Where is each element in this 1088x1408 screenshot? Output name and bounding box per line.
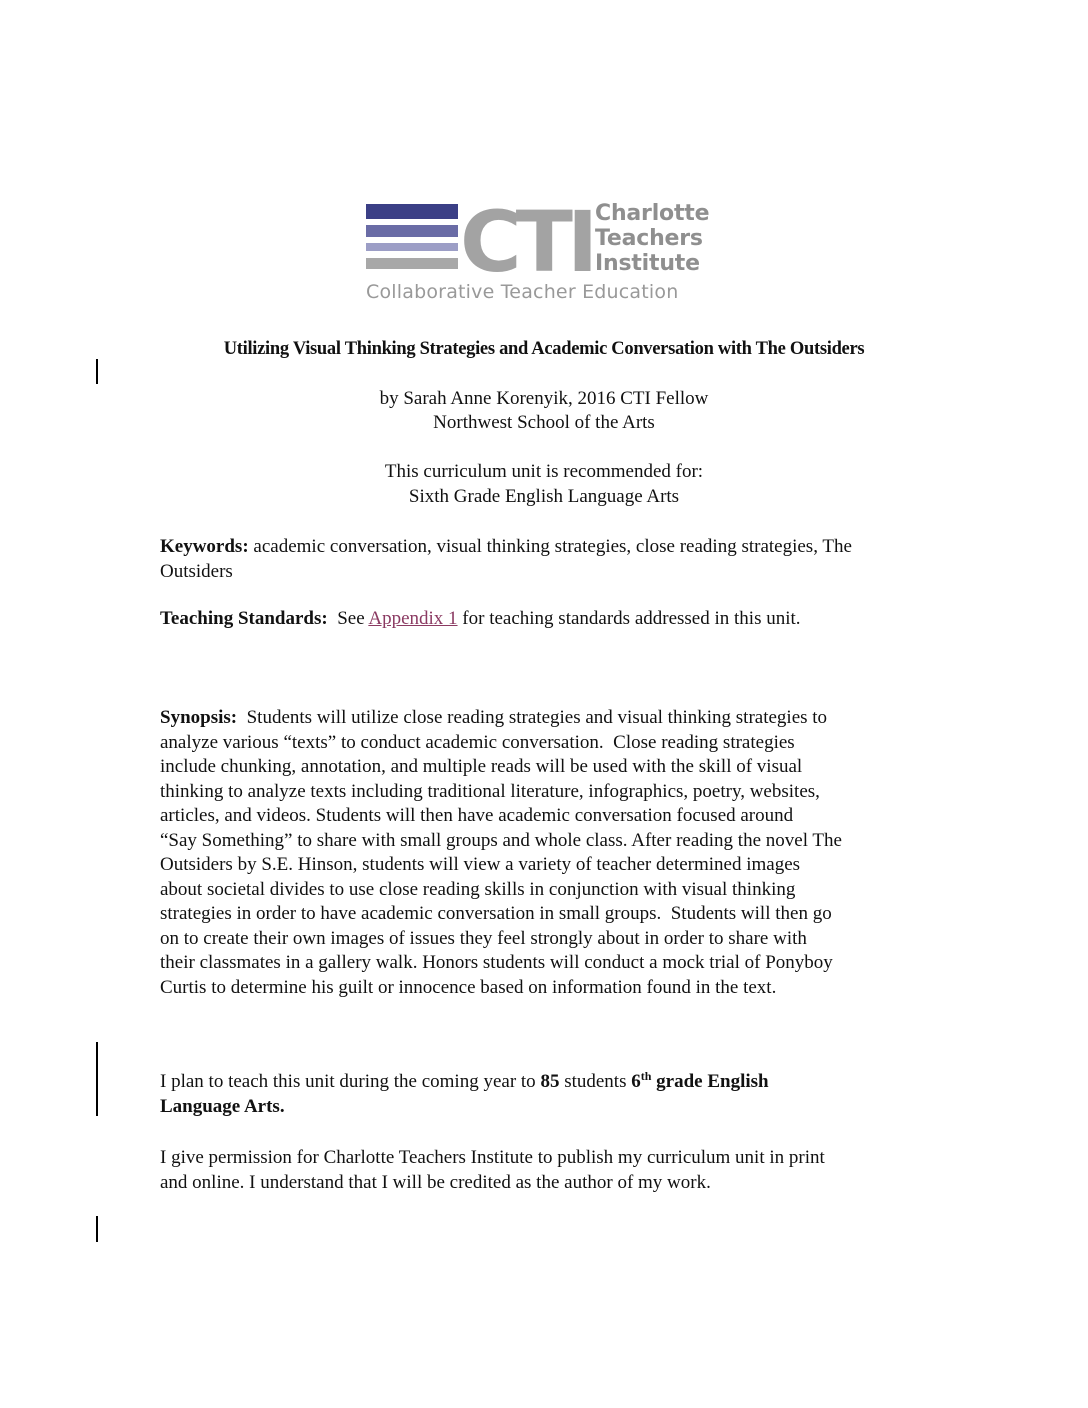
synopsis-line: analyze various “texts” to conduct academic conversation. Close reading strategies <box>160 731 795 753</box>
plan-line2: Language Arts. <box>160 1095 285 1117</box>
logo-stripe-light <box>366 243 458 251</box>
school-line: Northwest School of the Arts <box>433 412 655 433</box>
synopsis-line: about societal divides to use close reading skills in conjunction with visual thinking <box>160 878 796 900</box>
synopsis-line: Synopsis: Students will utilize close reading strategies and visual thinking strategies to <box>160 707 828 728</box>
recommendation-line2: Sixth Grade English Language Arts <box>408 486 680 507</box>
synopsis-line: their classmates in a gallery walk. Honors students will conduct a mock trial of Ponyboy <box>160 952 833 973</box>
standards-post: for teaching standards addressed in this unit. <box>457 608 801 629</box>
logo-acronym: CTI <box>460 200 593 280</box>
revision-bar <box>96 1042 98 1116</box>
permission-line2: and online. I understand that I will be credited as the author of my work. <box>160 1171 711 1193</box>
synopsis-line: thinking to analyze texts including traditional literature, infographics, poetry, websites, <box>160 780 820 802</box>
revision-bar <box>96 359 98 384</box>
synopsis-label: Synopsis: <box>160 707 238 728</box>
logo-stripe-dark <box>366 204 458 219</box>
synopsis-line: “Say Something” to share with small groups and whole class. After reading the novel The <box>160 829 842 851</box>
standards-paragraph <box>160 607 930 632</box>
logo-stripe-gray <box>366 258 458 269</box>
keywords-label: Keywords: <box>160 536 249 557</box>
grade-level: 6th grade English <box>631 1069 769 1092</box>
revision-bar <box>96 1216 98 1242</box>
synopsis-line: Outsiders by S.E. Hinson, students will view a variety of teacher determined images <box>160 854 801 875</box>
synopsis-line: strategies in order to have academic conversation in small groups. Students will then go <box>160 903 832 924</box>
logo-name-line3: Institute <box>595 251 700 276</box>
logo-name-line1: Charlotte <box>595 201 710 226</box>
appendix-1-link[interactable]: Appendix 1 <box>368 608 458 629</box>
logo-stripe-mid <box>366 225 458 237</box>
permission-line1: I give permission for Charlotte Teachers Institute to publish my curriculum unit in print <box>160 1147 825 1168</box>
standards-label: Teaching Standards: <box>160 608 328 629</box>
unit-title: Utilizing Visual Thinking Strategies and Academic Conversation with The Outsiders <box>223 339 865 359</box>
synopsis-line: on to create their own images of issues they feel strongly about in order to share with <box>160 927 807 949</box>
logo-name-line2: Teachers <box>595 226 703 251</box>
recommendation-line1: This curriculum unit is recommended for: <box>384 461 704 482</box>
author-line: by Sarah Anne Korenyik, 2016 CTI Fellow <box>379 388 709 409</box>
keywords-text: academic conversation, visual thinking strategies, close reading strategies, The Outsiders <box>160 536 852 582</box>
permission-paragraph <box>160 1146 930 1195</box>
keywords-paragraph <box>160 535 900 584</box>
synopsis-line: include chunking, annotation, and multiple reads will be used with the skill of visual <box>160 756 803 777</box>
synopsis-line: Curtis to determine his guilt or innocence based on information found in the text. <box>160 976 777 998</box>
logo-tagline: Collaborative Teacher Education <box>366 281 679 303</box>
plan-line1: I plan to teach this unit during the coming year to 85 students 6th grade English <box>160 1069 769 1092</box>
synopsis-line: articles, and videos. Students will then have academic conversation focused around <box>160 805 794 826</box>
standards-pre: See <box>327 608 369 629</box>
student-count: 85 <box>540 1071 560 1092</box>
synopsis-paragraph <box>160 706 940 1000</box>
plan-paragraph <box>160 1070 930 1119</box>
